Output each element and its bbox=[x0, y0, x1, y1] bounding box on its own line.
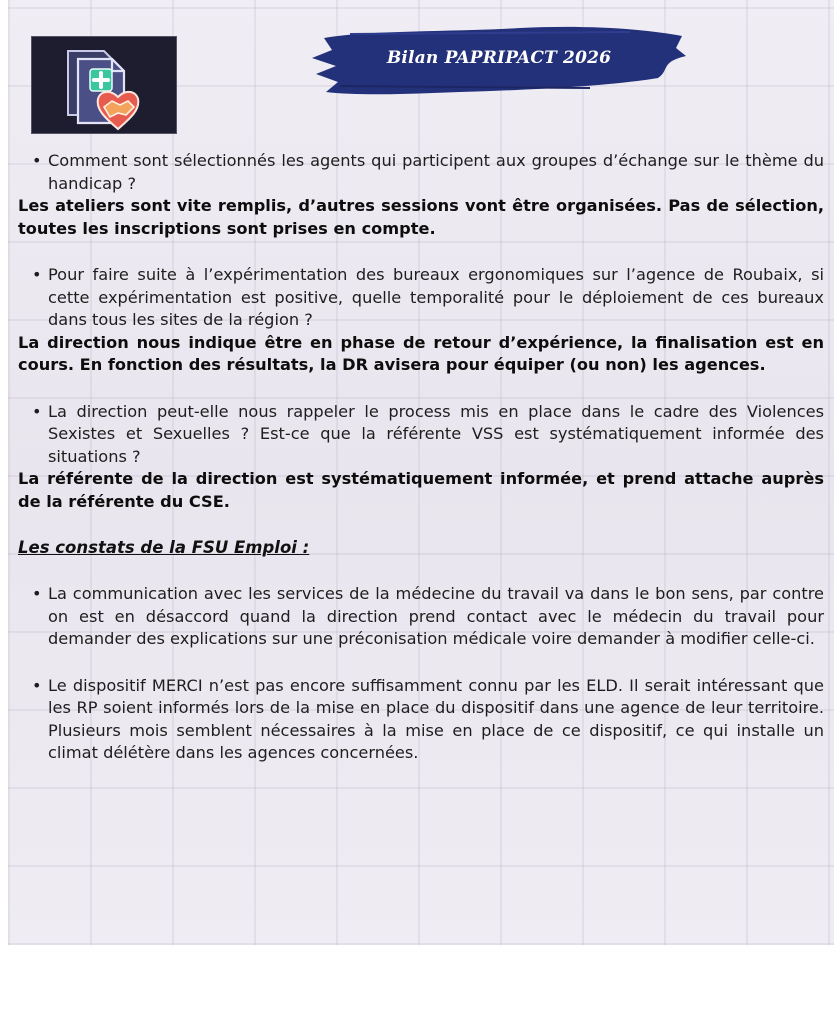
bullet: • bbox=[32, 401, 42, 421]
document-title: Bilan PAPRIPACT 2026 bbox=[386, 48, 612, 68]
finding-text: La communication avec les services de la médecine du travail va dans le bon sens, par contre on est en désaccord quand la direction prend contact avec le médecin du travail pour demander des explications sur une préconisation médicale voire demander à modifier celle-ci. bbox=[48, 584, 824, 648]
content bbox=[18, 150, 824, 765]
question-3 bbox=[18, 401, 824, 469]
logo bbox=[31, 36, 177, 134]
answer-1: Les ateliers sont vite remplis, d’autres sessions vont être organisées. Pas de sélection, toutes les inscriptions sont prises en compte. bbox=[18, 196, 824, 238]
bullet: • bbox=[32, 265, 42, 284]
answer-2: La direction nous indique être en phase de retour d’expérience, la finalisation est en cours. En fonction des résultats, la DR avisera pour équiper (ou non) les agences. bbox=[18, 332, 824, 374]
question-text: La direction peut-elle nous rappeler le process mis en place dans le cadre des Violences Sexistes et Sexuelles ? Est-ce que la référente VSS est systématiquement informée des situations ? bbox=[48, 401, 824, 466]
finding-text: Le dispositif MERCI n’est pas encore suffisamment connu par les ELD. Il serait intéressant que les RP soient informés lors de la mise en place du dispositif dans une agence de leur territoire. Plusieurs mois semblent nécessaires à la mise en place de ce dispositif, ce qui installe un climat délétère dans les agences concernées. bbox=[48, 675, 824, 762]
spacer bbox=[18, 240, 824, 264]
question-2 bbox=[18, 264, 824, 332]
answer-3: La référente de la direction est systématiquement informée, et prend attache auprès de la référente du CSE. bbox=[18, 469, 824, 511]
finding-2 bbox=[18, 675, 824, 765]
section-title: Les constats de la FSU Emploi : bbox=[18, 538, 310, 557]
question-text: Pour faire suite à l’expérimentation des bureaux ergonomiques sur l’agence de Roubaix, si cette expérimentation est positive, quelle temporalité pour le déploiement de ces bureaux dans tous les sites de la région ? bbox=[48, 265, 824, 329]
bullet: • bbox=[32, 584, 42, 603]
bullet: • bbox=[32, 675, 42, 695]
finding-1 bbox=[18, 583, 824, 651]
spacer bbox=[18, 513, 824, 537]
spacer bbox=[18, 559, 824, 583]
bullet: • bbox=[32, 151, 42, 170]
medical-document-handshake-heart-icon bbox=[32, 37, 176, 133]
document-page bbox=[8, 0, 834, 945]
spacer bbox=[18, 377, 824, 401]
question-1 bbox=[18, 150, 824, 195]
spacer bbox=[18, 651, 824, 675]
question-text: Comment sont sélectionnés les agents qui participent aux groupes d’échange sur le thème du handicap ? bbox=[48, 151, 824, 193]
title-banner bbox=[310, 22, 688, 102]
